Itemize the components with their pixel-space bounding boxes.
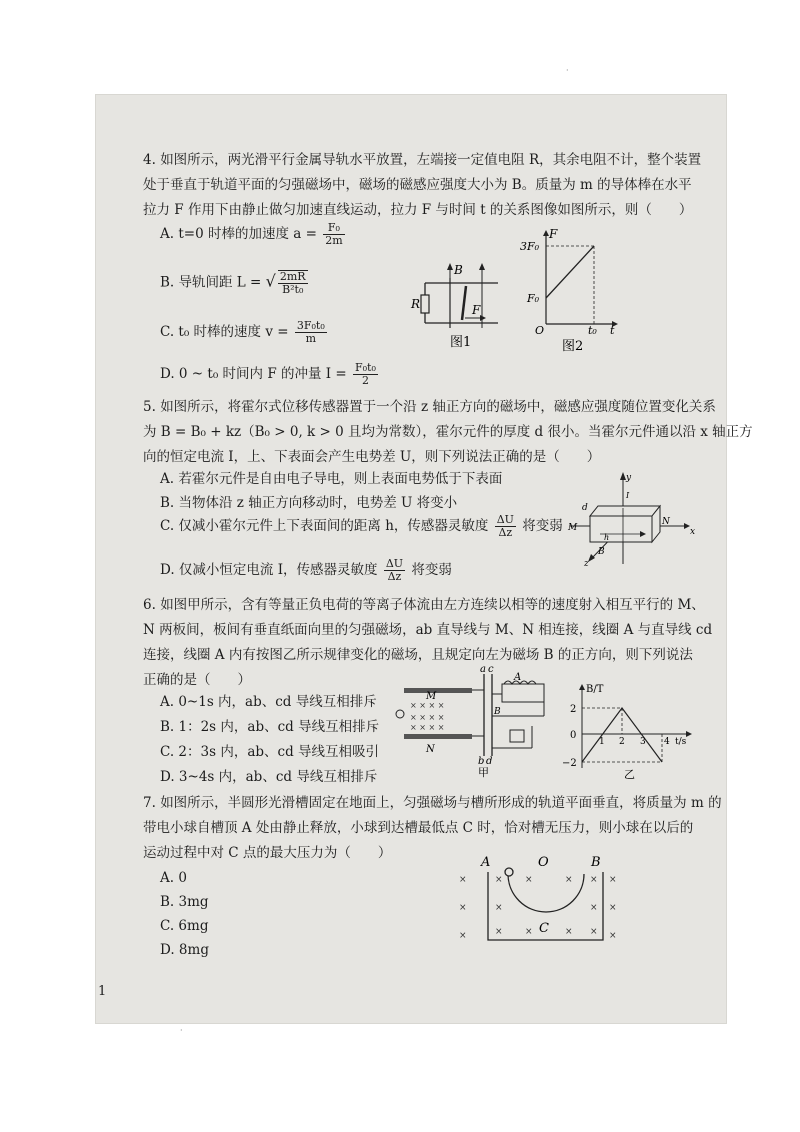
fig-label-n: N: [426, 744, 435, 755]
fig2-label-t: t: [610, 324, 615, 337]
q6-figure-yi: [560, 680, 700, 780]
svg-text:×: ×: [590, 875, 598, 885]
fig1-label-b: B: [454, 263, 463, 277]
q7-line-1: 7. 如图所示，半圆形光滑槽固定在地面上，匀强磁场与槽所形成的轨道平面垂直，将质量为 m 的: [143, 795, 722, 811]
svg-text:×: ×: [609, 875, 617, 885]
q6-option-b[interactable]: B. 1：2s 内，ab、cd 导线互相排斥: [160, 719, 380, 735]
fig2-label-t0: t₀: [588, 324, 597, 337]
svg-text:×: ×: [459, 903, 467, 913]
fig-label-i: I: [626, 491, 630, 500]
q5-option-c[interactable]: C. 仅减小霍尔元件上下表面间的距离 h，传感器灵敏度 $\frac{\Delta U}{\Delta z}$ 将变弱: [160, 513, 563, 539]
fig-label-b: B: [494, 707, 501, 717]
svg-text:×: ×: [590, 927, 598, 937]
q6-option-a[interactable]: A. 0~1s 内，ab、cd 导线互相排斥: [160, 694, 377, 710]
q4-option-c[interactable]: C. t₀ 时棒的速度 v = $\frac{\text{3F₀t₀}}{m}$: [160, 319, 325, 345]
svg-text:×: ×: [525, 875, 533, 885]
speck: ·: [180, 1026, 183, 1035]
q5-hall-figure: [560, 468, 700, 568]
speck: ·: [566, 66, 569, 75]
fig-axis-y: y: [626, 473, 632, 483]
q4-option-d[interactable]: D. 0 ~ t₀ 时间内 F 的冲量 I = $\frac{\text{F₀t₀}}{2}$: [160, 361, 376, 387]
q4-figure-1: [410, 258, 505, 350]
fig-label-c: c: [488, 664, 494, 675]
fig-label-m: M: [426, 691, 437, 702]
q6-option-c[interactable]: C. 2：3s 内，ab、cd 导线互相吸引: [160, 744, 380, 760]
fig-axis-z: z: [584, 559, 589, 568]
q4-option-a[interactable]: A. t=0 时棒的加速度 a = $\frac{\text{F₀}}{2m}$: [160, 221, 343, 247]
svg-text:×: ×: [495, 875, 503, 885]
q6-line-1: 6. 如图甲所示，含有等量正负电荷的等离子体流由左方连续以相等的速度射入相互平行的 M、: [143, 597, 705, 613]
fig-tick-t2: 2: [619, 737, 625, 747]
fig-tick-2: 2: [570, 704, 577, 715]
q7-option-a[interactable]: A. 0: [160, 870, 187, 886]
fig1-caption: 图1: [450, 335, 472, 350]
fig-axis-b: B/T: [586, 684, 604, 695]
svg-text:× × × ×: × × × ×: [410, 713, 445, 722]
q4-line-1: 4. 如图所示，两光滑平行金属导轨水平放置，左端接一定值电阻 R，其余电阻不计，整个装置: [143, 152, 702, 168]
q7-option-b[interactable]: B. 3mg: [160, 894, 209, 910]
fig-label-b: B: [591, 855, 601, 870]
fig2-label-f0: F₀: [527, 292, 540, 305]
fig-label-bb: b: [478, 756, 485, 767]
fig-axis-t: t/s: [675, 737, 687, 747]
svg-text:×: ×: [565, 875, 573, 885]
q6-line-2: N 两板间，板间有垂直纸面向里的匀强磁场，ab 直导线与 M、N 相连接，线圈 A 与直导线 cd: [143, 622, 713, 638]
fig-label-a: A: [481, 855, 491, 870]
fig2-label-3f0: 3F₀: [520, 240, 540, 253]
svg-text:×: ×: [525, 927, 533, 937]
fig2-caption: 图2: [562, 339, 584, 353]
q6-line-3: 连接，线圈 A 内有按图乙所示规律变化的磁场，且规定向左为磁场 B 的正方向，则下列说法: [143, 647, 693, 663]
fig-tick-0: 0: [570, 730, 577, 741]
page-number: 1: [98, 984, 107, 999]
svg-text:×: ×: [609, 931, 617, 941]
svg-text:×: ×: [459, 931, 467, 941]
q5-option-d[interactable]: D. 仅减小恒定电流 I，传感器灵敏度 $\frac{\Delta U}{\Delta z}$ 将变弱: [160, 557, 452, 583]
q6-line-4: 正确的是（ ）: [143, 672, 251, 688]
fig-tick-neg2: −2: [562, 758, 577, 769]
question-5-stem: [143, 395, 753, 470]
fig2-label-f: F: [549, 228, 558, 241]
svg-text:× × × ×: × × × ×: [410, 723, 445, 732]
svg-text:×: ×: [590, 903, 598, 913]
q7-option-c[interactable]: C. 6mg: [160, 918, 209, 934]
fig-label-m: M: [568, 523, 578, 533]
svg-text:× × × ×: × × × ×: [410, 701, 445, 710]
svg-text:×: ×: [459, 875, 467, 885]
q5-line-1: 5. 如图所示，将霍尔式位移传感器置于一个沿 z 轴正方向的磁场中，磁感应强度随位置变化关系: [143, 399, 716, 415]
fig1-label-f: F: [472, 303, 481, 317]
q4-line-2: 处于垂直于轨道平面的匀强磁场中，磁场的磁感应强度大小为 B。质量为 m 的导体棒在水平: [143, 177, 692, 193]
q5-option-a[interactable]: A. 若霍尔元件是自由电子导电，则上表面电势低于下表面: [160, 471, 503, 487]
fig-caption-jia: 甲: [478, 766, 489, 779]
q5-line-3: 向的恒定电流 I，上、下表面会产生电势差 U，则下列说法正确的是（ ）: [143, 449, 601, 465]
fig-label-b: B: [598, 547, 605, 557]
fig-label-h: h: [604, 533, 610, 542]
fig-label-coil-a: A: [514, 672, 522, 683]
q7-option-d[interactable]: D. 8mg: [160, 942, 209, 958]
q7-line-3: 运动过程中对 C 点的最大压力为（ ）: [143, 845, 392, 861]
fig2-label-o: O: [535, 324, 545, 337]
q7-line-2: 带电小球自槽顶 A 处由静止释放，小球到达槽最低点 C 时，恰对槽无压力，则小球在以后的: [143, 820, 694, 836]
fig-label-c: C: [539, 921, 549, 936]
q4-option-b[interactable]: B. 导轨间距 L = √ $\frac{2mR}{\text{B²t₀}}$: [160, 270, 306, 296]
q4-line-3: 拉力 F 作用下由静止做匀加速直线运动，拉力 F 与时间 t 的关系图像如图所示，则（ ）: [143, 202, 693, 218]
fig-tick-t3: 3: [640, 737, 646, 747]
fig-label-dd: d: [486, 756, 493, 767]
question-4-stem: [143, 148, 703, 223]
fig-tick-t1: 1: [599, 737, 605, 747]
fig-caption-yi: 乙: [624, 768, 635, 780]
q6-figure-jia: [392, 664, 552, 779]
fig-label-n: N: [662, 517, 670, 527]
fig-label-a: a: [480, 664, 486, 675]
svg-text:×: ×: [609, 903, 617, 913]
fig-label-d: d: [582, 503, 588, 513]
q6-option-d[interactable]: D. 3~4s 内，ab、cd 导线互相排斥: [160, 769, 378, 785]
svg-text:×: ×: [565, 927, 573, 937]
q4-figure-2: [518, 228, 623, 353]
svg-text:×: ×: [495, 903, 503, 913]
fig-tick-t4: 4: [664, 737, 670, 747]
q5-line-2: 为 B = B₀ + kz（B₀ > 0, k > 0 且均为常数），霍尔元件的厚度 d 很小。当霍尔元件通以沿 x 轴正方: [143, 424, 753, 440]
q5-option-b[interactable]: B. 当物体沿 z 轴正方向移动时，电势差 U 将变小: [160, 495, 458, 511]
fig1-label-r: R: [411, 297, 421, 311]
q7-trough-figure: [455, 852, 620, 947]
svg-text:×: ×: [495, 927, 503, 937]
fig-label-o: O: [538, 855, 549, 870]
fig-axis-x: x: [690, 527, 696, 537]
